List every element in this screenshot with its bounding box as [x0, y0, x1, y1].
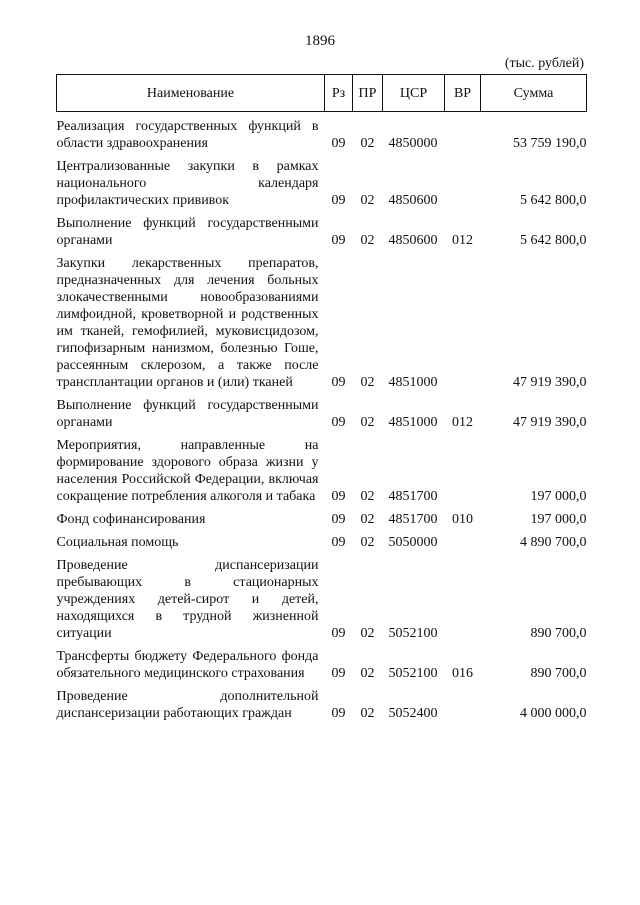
row-rz: 09 [331, 535, 346, 550]
row-name: Фонд софинансирования [56, 512, 206, 527]
row-csr: 4851700 [388, 512, 438, 527]
row-csr: 4851000 [388, 415, 438, 430]
row-name: Социальная помощь [56, 535, 179, 550]
row-rz: 09 [331, 415, 346, 430]
row-pr: 02 [360, 193, 375, 208]
row-sum: 197 000,0 [530, 512, 587, 527]
header-name: Наименование [57, 75, 325, 112]
row-vr [445, 433, 481, 507]
row-pr: 02 [360, 666, 375, 681]
row-vr [445, 251, 481, 393]
row-sum: 890 700,0 [530, 626, 587, 641]
row-csr: 4851700 [388, 489, 438, 504]
row-sum: 47 919 390,0 [513, 415, 587, 430]
row-name: Централизованные закупки в рамках национального календаря профилактических прививок [56, 159, 319, 208]
row-vr [445, 112, 481, 155]
header-rz: Рз [325, 75, 353, 112]
row-rz: 09 [331, 512, 346, 527]
row-sum: 890 700,0 [530, 666, 587, 681]
row-csr: 5052100 [388, 666, 438, 681]
row-csr: 5050000 [388, 535, 438, 550]
units-label: (тыс. рублей) [504, 56, 584, 71]
row-sum: 197 000,0 [530, 489, 587, 504]
header-csr: ЦСР [383, 75, 445, 112]
table-row [57, 112, 587, 155]
row-sum: 47 919 390,0 [513, 375, 587, 390]
row-sum: 4 890 700,0 [520, 535, 587, 550]
row-sum: 4 000 000,0 [520, 706, 587, 721]
row-vr: 012 [452, 233, 473, 248]
table-row [57, 644, 587, 684]
row-name: Выполнение функций государственными органами [56, 398, 319, 430]
table-row [57, 393, 587, 433]
row-name: Закупки лекарственных препаратов, предназначенных для лечения больных злокачественными новообразованиями лимфоидной, кроветворной и родственных им тканей, гемофилией, муковисцидозом, гипофизарным нанизмом, болезнью Гоше, рассеянным склерозом, а также после трансплантации органов и (или) тканей [56, 256, 319, 390]
row-rz: 09 [331, 666, 346, 681]
row-vr [445, 154, 481, 211]
row-rz: 09 [331, 233, 346, 248]
row-vr: 016 [452, 666, 473, 681]
row-pr: 02 [360, 415, 375, 430]
header-vr: ВР [445, 75, 481, 112]
table-row [57, 154, 587, 211]
row-csr: 5052100 [388, 626, 438, 641]
table-row [57, 684, 587, 724]
header-pr: ПР [353, 75, 383, 112]
row-pr: 02 [360, 375, 375, 390]
row-pr: 02 [360, 535, 375, 550]
row-name: Проведение диспансеризации пребывающих в стационарных учреждениях детей-сирот и детей, находящихся в трудной жизненной ситуации [56, 558, 319, 641]
row-sum: 5 642 800,0 [520, 233, 587, 248]
row-pr: 02 [360, 233, 375, 248]
row-vr: 012 [452, 415, 473, 430]
row-csr: 5052400 [388, 706, 438, 721]
row-name: Мероприятия, направленные на формирование здорового образа жизни у населения Российской Федерации, включая сокращение потребления алкоголя и табака [56, 438, 319, 504]
table-row [57, 553, 587, 644]
row-rz: 09 [331, 626, 346, 641]
table-row [57, 251, 587, 393]
page-number: 1896 [305, 33, 335, 49]
row-pr: 02 [360, 136, 375, 151]
row-vr [445, 684, 481, 724]
row-rz: 09 [331, 136, 346, 151]
row-csr: 4850000 [388, 136, 438, 151]
row-name: Реализация государственных функций в области здравоохранения [56, 119, 319, 151]
row-csr: 4851000 [388, 375, 438, 390]
table-row [57, 433, 587, 507]
table-row [57, 211, 587, 251]
table-header-row [57, 75, 587, 112]
header-sum: Сумма [481, 75, 587, 112]
row-pr: 02 [360, 512, 375, 527]
row-name: Проведение дополнительной диспансеризации работающих граждан [56, 689, 319, 721]
row-rz: 09 [331, 193, 346, 208]
row-name: Выполнение функций государственными органами [56, 216, 319, 248]
row-name: Трансферты бюджету Федерального фонда обязательного медицинского страхования [56, 649, 319, 681]
row-csr: 4850600 [388, 193, 438, 208]
table-row [57, 530, 587, 553]
row-vr: 010 [452, 512, 473, 527]
row-rz: 09 [331, 375, 346, 390]
row-rz: 09 [331, 489, 346, 504]
budget-table [56, 74, 587, 724]
row-csr: 4850600 [388, 233, 438, 248]
row-pr: 02 [360, 489, 375, 504]
row-sum: 5 642 800,0 [520, 193, 587, 208]
row-sum: 53 759 190,0 [513, 136, 587, 151]
row-pr: 02 [360, 706, 375, 721]
table-row [57, 507, 587, 530]
row-rz: 09 [331, 706, 346, 721]
row-vr [445, 553, 481, 644]
row-pr: 02 [360, 626, 375, 641]
row-vr [445, 530, 481, 553]
